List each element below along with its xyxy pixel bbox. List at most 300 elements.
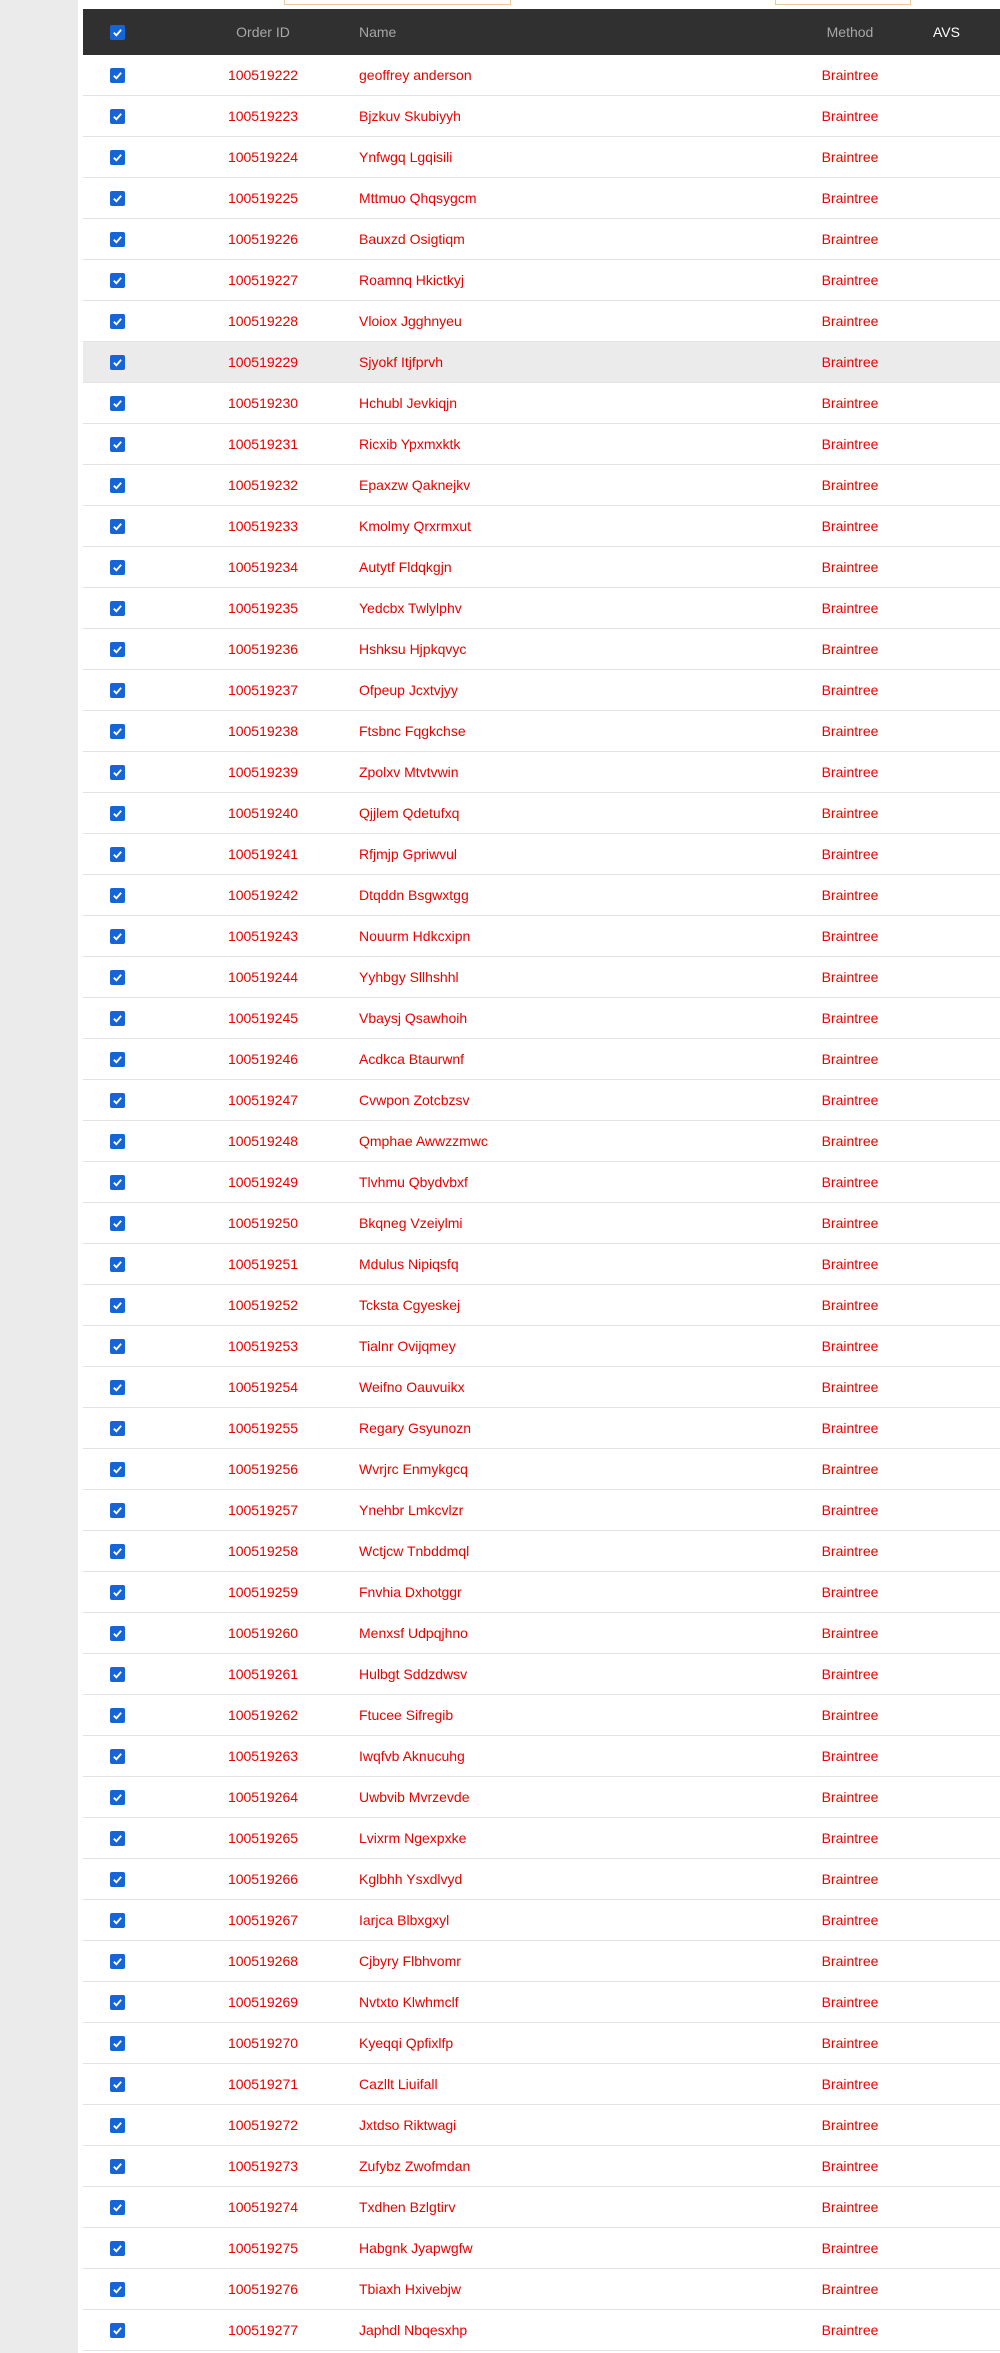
- order-id-link[interactable]: 100519244: [227, 969, 299, 985]
- customer-name-link[interactable]: Nvtxto Klwhmclf: [359, 1994, 459, 2010]
- table-row[interactable]: [83, 506, 1000, 547]
- check-icon: [112, 1751, 123, 1762]
- customer-name-link[interactable]: Qmphae Awwzzmwc: [359, 1133, 488, 1149]
- payment-method-link[interactable]: Braintree: [821, 1051, 879, 1067]
- check-icon: [112, 480, 123, 491]
- payment-method-link[interactable]: Braintree: [821, 67, 879, 83]
- payment-method-link[interactable]: Braintree: [821, 1789, 879, 1805]
- order-id-link[interactable]: 100519262: [227, 1707, 299, 1723]
- table-row[interactable]: [83, 2064, 1000, 2105]
- customer-name-link[interactable]: Hshksu Hjpkqvyc: [359, 641, 467, 657]
- table-row[interactable]: [83, 793, 1000, 834]
- row-checkbox[interactable]: [110, 847, 125, 862]
- action-select-edge[interactable]: [775, 0, 911, 5]
- order-id-link[interactable]: 100519264: [227, 1789, 299, 1805]
- table-row[interactable]: [83, 424, 1000, 465]
- order-id-link[interactable]: 100519257: [227, 1502, 299, 1518]
- customer-name-link[interactable]: geoffrey anderson: [359, 67, 472, 83]
- table-row[interactable]: [83, 834, 1000, 875]
- table-row[interactable]: [83, 1449, 1000, 1490]
- check-icon: [112, 111, 123, 122]
- customer-name-link[interactable]: Jxtdso Riktwagi: [359, 2117, 457, 2133]
- payment-method-link[interactable]: Braintree: [821, 1010, 879, 1026]
- payment-method-link[interactable]: Braintree: [821, 600, 879, 616]
- payment-method-link[interactable]: Braintree: [821, 1748, 879, 1764]
- select-all-checkbox[interactable]: [110, 25, 125, 40]
- order-id-link[interactable]: 100519246: [227, 1051, 299, 1067]
- row-checkbox[interactable]: [110, 683, 125, 698]
- table-row[interactable]: [83, 1121, 1000, 1162]
- customer-name-link[interactable]: Hulbgt Sddzdwsv: [359, 1666, 468, 1682]
- table-row[interactable]: [83, 342, 1000, 383]
- row-checkbox[interactable]: [110, 1257, 125, 1272]
- table-row[interactable]: [83, 1941, 1000, 1982]
- order-id-link[interactable]: 100519261: [227, 1666, 299, 1682]
- table-row[interactable]: [83, 55, 1000, 96]
- row-checkbox[interactable]: [110, 1216, 125, 1231]
- table-row[interactable]: [83, 711, 1000, 752]
- order-id-link[interactable]: 100519260: [227, 1625, 299, 1641]
- payment-method-link[interactable]: Braintree: [821, 1830, 879, 1846]
- payment-method-link[interactable]: Braintree: [821, 723, 879, 739]
- payment-method-link[interactable]: Braintree: [821, 2117, 879, 2133]
- table-row[interactable]: [83, 1900, 1000, 1941]
- row-checkbox[interactable]: [110, 1585, 125, 1600]
- order-id-link[interactable]: 100519236: [227, 641, 299, 657]
- table-row[interactable]: [83, 2023, 1000, 2064]
- table-row[interactable]: [83, 2146, 1000, 2187]
- order-id-link[interactable]: 100519223: [227, 108, 299, 124]
- table-row[interactable]: [83, 2310, 1000, 2351]
- row-checkbox[interactable]: [110, 1872, 125, 1887]
- customer-name-link[interactable]: Dtqddn Bsgwxtgg: [359, 887, 469, 903]
- customer-name-link[interactable]: Qjjlem Qdetufxq: [359, 805, 460, 821]
- row-checkbox-cell: [107, 2269, 127, 2309]
- order-id-link[interactable]: 100519259: [227, 1584, 299, 1600]
- payment-method-link[interactable]: Braintree: [821, 1092, 879, 1108]
- row-checkbox[interactable]: [110, 232, 125, 247]
- payment-method-link[interactable]: Braintree: [821, 518, 879, 534]
- table-row[interactable]: [83, 1654, 1000, 1695]
- row-checkbox-cell: [107, 424, 127, 464]
- order-id-link[interactable]: 100519277: [227, 2322, 299, 2338]
- row-checkbox[interactable]: [110, 2036, 125, 2051]
- row-checkbox[interactable]: [110, 1913, 125, 1928]
- row-checkbox[interactable]: [110, 109, 125, 124]
- table-row[interactable]: [83, 998, 1000, 1039]
- row-checkbox[interactable]: [110, 1831, 125, 1846]
- payment-method-link[interactable]: Braintree: [821, 1461, 879, 1477]
- row-checkbox[interactable]: [110, 2118, 125, 2133]
- order-id-link[interactable]: 100519268: [227, 1953, 299, 1969]
- table-row[interactable]: [83, 1613, 1000, 1654]
- payment-method-link[interactable]: Braintree: [821, 764, 879, 780]
- table-row[interactable]: [83, 1859, 1000, 1900]
- table-row[interactable]: [83, 1408, 1000, 1449]
- table-row[interactable]: [83, 2105, 1000, 2146]
- order-id-link[interactable]: 100519271: [227, 2076, 299, 2092]
- row-checkbox-cell: [107, 383, 127, 423]
- row-checkbox[interactable]: [110, 437, 125, 452]
- payment-method-link[interactable]: Braintree: [821, 313, 879, 329]
- payment-method-link[interactable]: Braintree: [821, 1215, 879, 1231]
- customer-name-link[interactable]: Wctjcw Tnbddmql: [359, 1543, 470, 1559]
- row-checkbox[interactable]: [110, 273, 125, 288]
- table-row[interactable]: [83, 1490, 1000, 1531]
- order-id-link[interactable]: 100519243: [227, 928, 299, 944]
- payment-method-link[interactable]: Braintree: [821, 1379, 879, 1395]
- row-checkbox[interactable]: [110, 1462, 125, 1477]
- row-checkbox[interactable]: [110, 2159, 125, 2174]
- payment-method-link[interactable]: Braintree: [821, 1871, 879, 1887]
- order-id-link[interactable]: 100519237: [227, 682, 299, 698]
- payment-method-link[interactable]: Braintree: [821, 1297, 879, 1313]
- customer-name-link[interactable]: Ofpeup Jcxtvjyy: [359, 682, 458, 698]
- order-id-link[interactable]: 100519254: [227, 1379, 299, 1395]
- row-checkbox[interactable]: [110, 1298, 125, 1313]
- order-id-link[interactable]: 100519228: [227, 313, 299, 329]
- order-id-link[interactable]: 100519255: [227, 1420, 299, 1436]
- customer-name-link[interactable]: Zpolxv Mtvtvwin: [359, 764, 459, 780]
- row-checkbox[interactable]: [110, 601, 125, 616]
- table-row[interactable]: [83, 178, 1000, 219]
- payment-method-link[interactable]: Braintree: [821, 1707, 879, 1723]
- payment-method-link[interactable]: Braintree: [821, 1502, 879, 1518]
- check-icon: [112, 357, 123, 368]
- order-id-link[interactable]: 100519225: [227, 190, 299, 206]
- payment-method-link[interactable]: Braintree: [821, 846, 879, 862]
- order-id-link[interactable]: 100519224: [227, 149, 299, 165]
- customer-name-link[interactable]: Regary Gsyunozn: [359, 1420, 472, 1436]
- order-id-link[interactable]: 100519247: [227, 1092, 299, 1108]
- order-id-link[interactable]: 100519272: [227, 2117, 299, 2133]
- table-row[interactable]: [83, 1531, 1000, 1572]
- customer-name-link[interactable]: Kmolmy Qrxrmxut: [359, 518, 471, 534]
- table-row[interactable]: [83, 629, 1000, 670]
- customer-name-link[interactable]: Tlvhmu Qbydvbxf: [359, 1174, 468, 1190]
- payment-method-link[interactable]: Braintree: [821, 1912, 879, 1928]
- customer-name-link[interactable]: Ricxib Ypxmxktk: [359, 436, 461, 452]
- payment-method-link[interactable]: Braintree: [821, 682, 879, 698]
- order-id-link[interactable]: 100519252: [227, 1297, 299, 1313]
- row-checkbox[interactable]: [110, 642, 125, 657]
- customer-name-link[interactable]: Uwbvib Mvrzevde: [359, 1789, 470, 1805]
- table-row[interactable]: [83, 1244, 1000, 1285]
- row-checkbox[interactable]: [110, 1708, 125, 1723]
- customer-name-link[interactable]: Tialnr Ovijqmey: [359, 1338, 456, 1354]
- customer-name-link[interactable]: Habgnk Jyapwgfw: [359, 2240, 473, 2256]
- order-id-link[interactable]: 100519253: [227, 1338, 299, 1354]
- row-checkbox[interactable]: [110, 1052, 125, 1067]
- row-checkbox[interactable]: [110, 2323, 125, 2338]
- order-id-link[interactable]: 100519239: [227, 764, 299, 780]
- column-header-order-id[interactable]: Order ID: [236, 24, 290, 40]
- customer-name-link[interactable]: Tcksta Cgyeskej: [359, 1297, 461, 1313]
- table-row[interactable]: [83, 1203, 1000, 1244]
- order-id-link[interactable]: 100519233: [227, 518, 299, 534]
- order-id-link[interactable]: 100519222: [227, 67, 299, 83]
- customer-name-link[interactable]: Ynfwgq Lgqisili: [359, 149, 453, 165]
- payment-method-link[interactable]: Braintree: [821, 1543, 879, 1559]
- row-checkbox[interactable]: [110, 1175, 125, 1190]
- customer-name-link[interactable]: Japhdl Nbqesxhp: [359, 2322, 468, 2338]
- row-checkbox[interactable]: [110, 519, 125, 534]
- row-checkbox[interactable]: [110, 1544, 125, 1559]
- order-id-link[interactable]: 100519256: [227, 1461, 299, 1477]
- order-id-link[interactable]: 100519238: [227, 723, 299, 739]
- check-icon: [112, 2161, 123, 2172]
- table-row[interactable]: [83, 1982, 1000, 2023]
- row-checkbox[interactable]: [110, 191, 125, 206]
- table-row[interactable]: [83, 1285, 1000, 1326]
- table-row[interactable]: [83, 301, 1000, 342]
- payment-method-link[interactable]: Braintree: [821, 1338, 879, 1354]
- order-id-link[interactable]: 100519250: [227, 1215, 299, 1231]
- order-id-link[interactable]: 100519232: [227, 477, 299, 493]
- customer-name-link[interactable]: Yedcbx Twlylphv: [359, 600, 462, 616]
- table-row[interactable]: [83, 383, 1000, 424]
- customer-name-link[interactable]: Mdulus Nipiqsfq: [359, 1256, 459, 1272]
- customer-name-link[interactable]: Kyeqqi Qpfixlfp: [359, 2035, 454, 2051]
- customer-name-link[interactable]: Bjzkuv Skubiyyh: [359, 108, 461, 124]
- payment-method-link[interactable]: Braintree: [821, 2076, 879, 2092]
- customer-name-link[interactable]: Ftucee Sifregib: [359, 1707, 454, 1723]
- customer-name-link[interactable]: Sjyokf Itjfprvh: [359, 354, 444, 370]
- row-checkbox[interactable]: [110, 1134, 125, 1149]
- payment-method-link[interactable]: Braintree: [821, 641, 879, 657]
- order-id-link[interactable]: 100519265: [227, 1830, 299, 1846]
- table-row[interactable]: [83, 957, 1000, 998]
- customer-name-link[interactable]: Autytf Fldqkgjn: [359, 559, 452, 575]
- row-checkbox[interactable]: [110, 1503, 125, 1518]
- payment-method-link[interactable]: Braintree: [821, 2240, 879, 2256]
- row-checkbox[interactable]: [110, 2241, 125, 2256]
- order-id-link[interactable]: 100519266: [227, 1871, 299, 1887]
- row-checkbox[interactable]: [110, 1749, 125, 1764]
- order-id-link[interactable]: 100519249: [227, 1174, 299, 1190]
- customer-name-link[interactable]: Roamnq Hkictkyj: [359, 272, 465, 288]
- payment-method-link[interactable]: Braintree: [821, 805, 879, 821]
- table-row[interactable]: [83, 1367, 1000, 1408]
- customer-name-link[interactable]: Iarjca Blbxgxyl: [359, 1912, 450, 1928]
- table-row[interactable]: [83, 1818, 1000, 1859]
- order-id-link[interactable]: 100519273: [227, 2158, 299, 2174]
- payment-method-link[interactable]: Braintree: [821, 1584, 879, 1600]
- table-row[interactable]: [83, 1326, 1000, 1367]
- payment-method-link[interactable]: Braintree: [821, 1994, 879, 2010]
- customer-name-link[interactable]: Wvrjrc Enmykgcq: [359, 1461, 468, 1477]
- customer-name-link[interactable]: Iwqfvb Aknucuhg: [359, 1748, 465, 1764]
- customer-name-link[interactable]: Hchubl Jevkiqjn: [359, 395, 458, 411]
- order-id-link[interactable]: 100519270: [227, 2035, 299, 2051]
- table-row[interactable]: [83, 96, 1000, 137]
- order-id-link[interactable]: 100519240: [227, 805, 299, 821]
- order-id-link[interactable]: 100519274: [227, 2199, 299, 2215]
- table-row[interactable]: [83, 670, 1000, 711]
- order-id-link[interactable]: 100519234: [227, 559, 299, 575]
- customer-name-link[interactable]: Bauxzd Osigtiqm: [359, 231, 465, 247]
- customer-name-link[interactable]: Epaxzw Qaknejkv: [359, 477, 471, 493]
- customer-name-link[interactable]: Ftsbnc Fqgkchse: [359, 723, 466, 739]
- row-checkbox[interactable]: [110, 1421, 125, 1436]
- payment-method-link[interactable]: Braintree: [821, 1256, 879, 1272]
- row-checkbox[interactable]: [110, 1667, 125, 1682]
- customer-name-link[interactable]: Mttmuo Qhqsygcm: [359, 190, 477, 206]
- check-icon: [112, 1505, 123, 1516]
- table-row[interactable]: [83, 2228, 1000, 2269]
- table-row[interactable]: [83, 916, 1000, 957]
- order-id-link[interactable]: 100519235: [227, 600, 299, 616]
- order-id-link[interactable]: 100519245: [227, 1010, 299, 1026]
- table-row[interactable]: [83, 219, 1000, 260]
- row-checkbox[interactable]: [110, 806, 125, 821]
- customer-name-link[interactable]: Zufybz Zwofmdan: [359, 2158, 471, 2174]
- row-checkbox[interactable]: [110, 724, 125, 739]
- row-checkbox[interactable]: [110, 1339, 125, 1354]
- order-id-link[interactable]: 100519248: [227, 1133, 299, 1149]
- table-row[interactable]: [83, 588, 1000, 629]
- order-id-link[interactable]: 100519241: [227, 846, 299, 862]
- customer-name-link[interactable]: Yyhbgy Sllhshhl: [359, 969, 459, 985]
- column-header-avs[interactable]: AVS: [933, 24, 960, 40]
- payment-method-link[interactable]: Braintree: [821, 395, 879, 411]
- payment-method-link[interactable]: Braintree: [821, 108, 879, 124]
- row-checkbox[interactable]: [110, 1790, 125, 1805]
- customer-name-link[interactable]: Rfjmjp Gpriwvul: [359, 846, 458, 862]
- table-row[interactable]: [83, 752, 1000, 793]
- customer-name-link[interactable]: Lvixrm Ngexpxke: [359, 1830, 467, 1846]
- table-row[interactable]: [83, 1777, 1000, 1818]
- order-id-link[interactable]: 100519263: [227, 1748, 299, 1764]
- customer-name-link[interactable]: Txdhen Bzlgtirv: [359, 2199, 456, 2215]
- payment-method-link[interactable]: Braintree: [821, 1420, 879, 1436]
- table-row[interactable]: [83, 260, 1000, 301]
- row-checkbox[interactable]: [110, 1380, 125, 1395]
- payment-method-link[interactable]: Braintree: [821, 2322, 879, 2338]
- table-row[interactable]: [83, 2187, 1000, 2228]
- customer-name-link[interactable]: Cazllt Liuifall: [359, 2076, 438, 2092]
- table-row[interactable]: [83, 1162, 1000, 1203]
- customer-name-link[interactable]: Cjbyry Flbhvomr: [359, 1953, 461, 1969]
- customer-name-link[interactable]: Kglbhh Ysxdlvyd: [359, 1871, 463, 1887]
- payment-method-link[interactable]: Braintree: [821, 559, 879, 575]
- payment-method-link[interactable]: Braintree: [821, 1953, 879, 1969]
- payment-method-link[interactable]: Braintree: [821, 2281, 879, 2297]
- row-checkbox[interactable]: [110, 1011, 125, 1026]
- table-row[interactable]: [83, 137, 1000, 178]
- payment-method-link[interactable]: Braintree: [821, 272, 879, 288]
- customer-name-link[interactable]: Bkqneg Vzeiylmi: [359, 1215, 463, 1231]
- check-icon: [112, 234, 123, 245]
- table-row[interactable]: [83, 1039, 1000, 1080]
- table-row[interactable]: [83, 1736, 1000, 1777]
- customer-name-link[interactable]: Vbaysj Qsawhoih: [359, 1010, 468, 1026]
- table-row[interactable]: [83, 465, 1000, 506]
- column-header-method[interactable]: Method: [826, 24, 874, 40]
- order-id-link[interactable]: 100519258: [227, 1543, 299, 1559]
- customer-name-link[interactable]: Acdkca Btaurwnf: [359, 1051, 465, 1067]
- row-checkbox[interactable]: [110, 478, 125, 493]
- customer-name-link[interactable]: Menxsf Udpqjhno: [359, 1625, 468, 1641]
- table-row[interactable]: [83, 1572, 1000, 1613]
- table-row[interactable]: [83, 547, 1000, 588]
- payment-method-link[interactable]: Braintree: [821, 149, 879, 165]
- order-id-link[interactable]: 100519267: [227, 1912, 299, 1928]
- payment-method-link[interactable]: Braintree: [821, 1133, 879, 1149]
- row-checkbox[interactable]: [110, 970, 125, 985]
- table-row[interactable]: [83, 2269, 1000, 2310]
- order-id-link[interactable]: 100519229: [227, 354, 299, 370]
- customer-name-link[interactable]: Vloiox Jgghnyeu: [359, 313, 462, 329]
- payment-method-link[interactable]: Braintree: [821, 477, 879, 493]
- customer-name-link[interactable]: Weifno Oauvuikx: [359, 1379, 465, 1395]
- row-checkbox[interactable]: [110, 1093, 125, 1108]
- check-icon: [112, 1300, 123, 1311]
- payment-method-link[interactable]: Braintree: [821, 436, 879, 452]
- payment-method-link[interactable]: Braintree: [821, 190, 879, 206]
- order-id-link[interactable]: 100519275: [227, 2240, 299, 2256]
- customer-name-link[interactable]: Ynehbr Lmkcvlzr: [359, 1502, 464, 1518]
- table-row[interactable]: [83, 1080, 1000, 1121]
- order-id-link[interactable]: 100519242: [227, 887, 299, 903]
- row-checkbox[interactable]: [110, 314, 125, 329]
- order-id-link[interactable]: 100519226: [227, 231, 299, 247]
- order-id-link[interactable]: 100519251: [227, 1256, 299, 1272]
- row-checkbox[interactable]: [110, 888, 125, 903]
- table-row[interactable]: [83, 1695, 1000, 1736]
- row-checkbox[interactable]: [110, 1626, 125, 1641]
- row-checkbox[interactable]: [110, 1954, 125, 1969]
- row-checkbox-cell: [107, 342, 127, 382]
- order-id-link[interactable]: 100519231: [227, 436, 299, 452]
- order-id-link[interactable]: 100519227: [227, 272, 299, 288]
- row-checkbox[interactable]: [110, 396, 125, 411]
- row-checkbox[interactable]: [110, 1995, 125, 2010]
- row-checkbox[interactable]: [110, 929, 125, 944]
- payment-method-link[interactable]: Braintree: [821, 354, 879, 370]
- column-header-name[interactable]: Name: [359, 24, 397, 40]
- row-checkbox[interactable]: [110, 2282, 125, 2297]
- payment-method-link[interactable]: Braintree: [821, 2199, 879, 2215]
- payment-method-link[interactable]: Braintree: [821, 1666, 879, 1682]
- payment-method-link[interactable]: Braintree: [821, 2158, 879, 2174]
- order-id-link[interactable]: 100519269: [227, 1994, 299, 2010]
- order-id-link[interactable]: 100519230: [227, 395, 299, 411]
- row-checkbox[interactable]: [110, 68, 125, 83]
- filter-input-edge[interactable]: [284, 0, 511, 5]
- row-checkbox[interactable]: [110, 2077, 125, 2092]
- order-id-link[interactable]: 100519276: [227, 2281, 299, 2297]
- customer-name-link[interactable]: Nouurm Hdkcxipn: [359, 928, 471, 944]
- check-icon: [112, 1587, 123, 1598]
- row-checkbox[interactable]: [110, 2200, 125, 2215]
- payment-method-link[interactable]: Braintree: [821, 887, 879, 903]
- table-row[interactable]: [83, 875, 1000, 916]
- row-checkbox[interactable]: [110, 560, 125, 575]
- customer-name-link[interactable]: Cvwpon Zotcbzsv: [359, 1092, 470, 1108]
- payment-method-link[interactable]: Braintree: [821, 231, 879, 247]
- payment-method-link[interactable]: Braintree: [821, 2035, 879, 2051]
- payment-method-link[interactable]: Braintree: [821, 1625, 879, 1641]
- row-checkbox[interactable]: [110, 150, 125, 165]
- payment-method-link[interactable]: Braintree: [821, 928, 879, 944]
- row-checkbox[interactable]: [110, 355, 125, 370]
- row-checkbox[interactable]: [110, 765, 125, 780]
- customer-name-link[interactable]: Fnvhia Dxhotggr: [359, 1584, 462, 1600]
- payment-method-link[interactable]: Braintree: [821, 969, 879, 985]
- customer-name-link[interactable]: Tbiaxh Hxivebjw: [359, 2281, 461, 2297]
- payment-method-link[interactable]: Braintree: [821, 1174, 879, 1190]
